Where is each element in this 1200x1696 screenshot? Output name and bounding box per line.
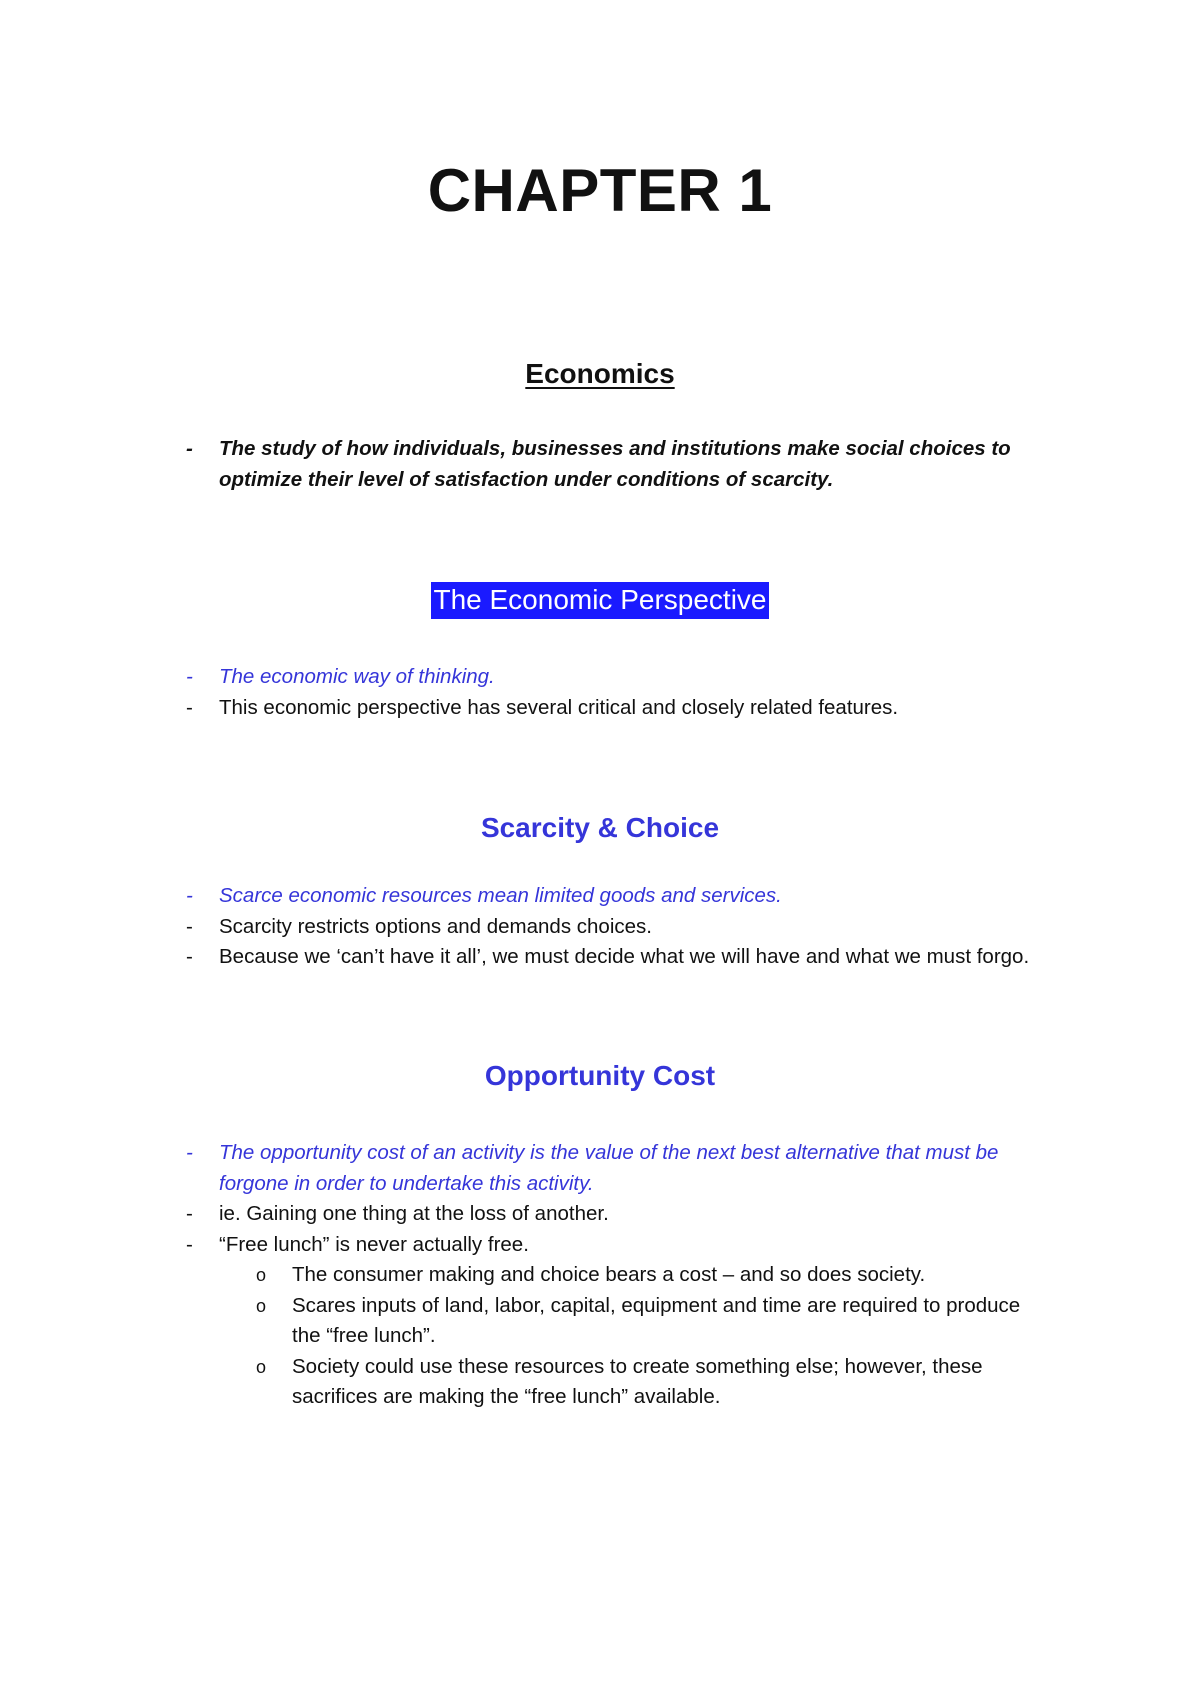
sub-list-item-text: The consumer making and choice bears a cost – and so does society. [292, 1263, 926, 1286]
list-item-text: The economic way of thinking. [219, 665, 495, 688]
dash-bullet: - [186, 1232, 193, 1256]
list-item-text: “Free lunch” is never actually free. [219, 1232, 529, 1256]
list-item [0, 434, 1200, 495]
sub-list-item [0, 1352, 1200, 1413]
sub-list-item [0, 1260, 1200, 1291]
dash-bullet: - [186, 695, 193, 719]
circle-bullet: o [256, 1356, 267, 1377]
perspective-list [0, 662, 1200, 723]
opportunity-list [0, 1138, 1200, 1413]
list-item-text: The opportunity cost of an activity is the value of the next best alternative that must be forgone in order to undertake this activity. [219, 1141, 999, 1195]
sub-list-item [0, 1291, 1200, 1352]
list-item [0, 1138, 1200, 1199]
highlighted-heading-text: The Economic Perspective [431, 582, 768, 619]
list-item [0, 942, 1200, 973]
section-heading-scarcity-choice: Scarcity & Choice [480, 812, 720, 843]
list-item [0, 912, 1200, 943]
circle-bullet: o [256, 1265, 267, 1285]
sub-list-item-text: Scares inputs of land, labor, capital, equipment and time are required to produce the “free lunch”. [292, 1293, 1021, 1347]
section-heading-economics: Economics [525, 358, 675, 389]
dash-bullet: - [186, 1141, 193, 1164]
dash-bullet: - [186, 1202, 193, 1225]
list-item-text: The study of how individuals, businesses and institutions make social choices to optimize their level of satisfaction under conditions of scarcity. [219, 437, 1011, 491]
list-item-text: This economic perspective has several critical and closely related features. [219, 695, 899, 719]
section-heading-opportunity-cost: Opportunity Cost [484, 1060, 716, 1091]
list-item-text: Because we ‘can’t have it all’, we must decide what we will have and what we must forgo. [219, 945, 1030, 968]
economics-list [0, 434, 1200, 495]
sub-list-item-text: Society could use these resources to create something else; however, these sacrifices are making the “free lunch” available. [292, 1354, 983, 1408]
dash-bullet: - [186, 914, 193, 938]
list-item-text: Scarce economic resources mean limited goods and services. [219, 884, 782, 907]
list-item [0, 881, 1200, 912]
list-item-text: Scarcity restricts options and demands choices. [219, 914, 652, 938]
dash-bullet: - [186, 665, 193, 688]
section-heading-economic-perspective [0, 582, 1200, 618]
list-item [0, 1230, 1200, 1261]
list-item [0, 662, 1200, 693]
list-item [0, 693, 1200, 724]
chapter-title: CHAPTER 1 [427, 157, 773, 224]
dash-bullet: - [186, 945, 193, 968]
dash-bullet: - [186, 437, 193, 460]
list-item [0, 1199, 1200, 1230]
circle-bullet: o [256, 1295, 267, 1316]
dash-bullet: - [186, 884, 193, 907]
list-item-text: ie. Gaining one thing at the loss of another. [219, 1202, 609, 1225]
scarcity-list [0, 881, 1200, 973]
